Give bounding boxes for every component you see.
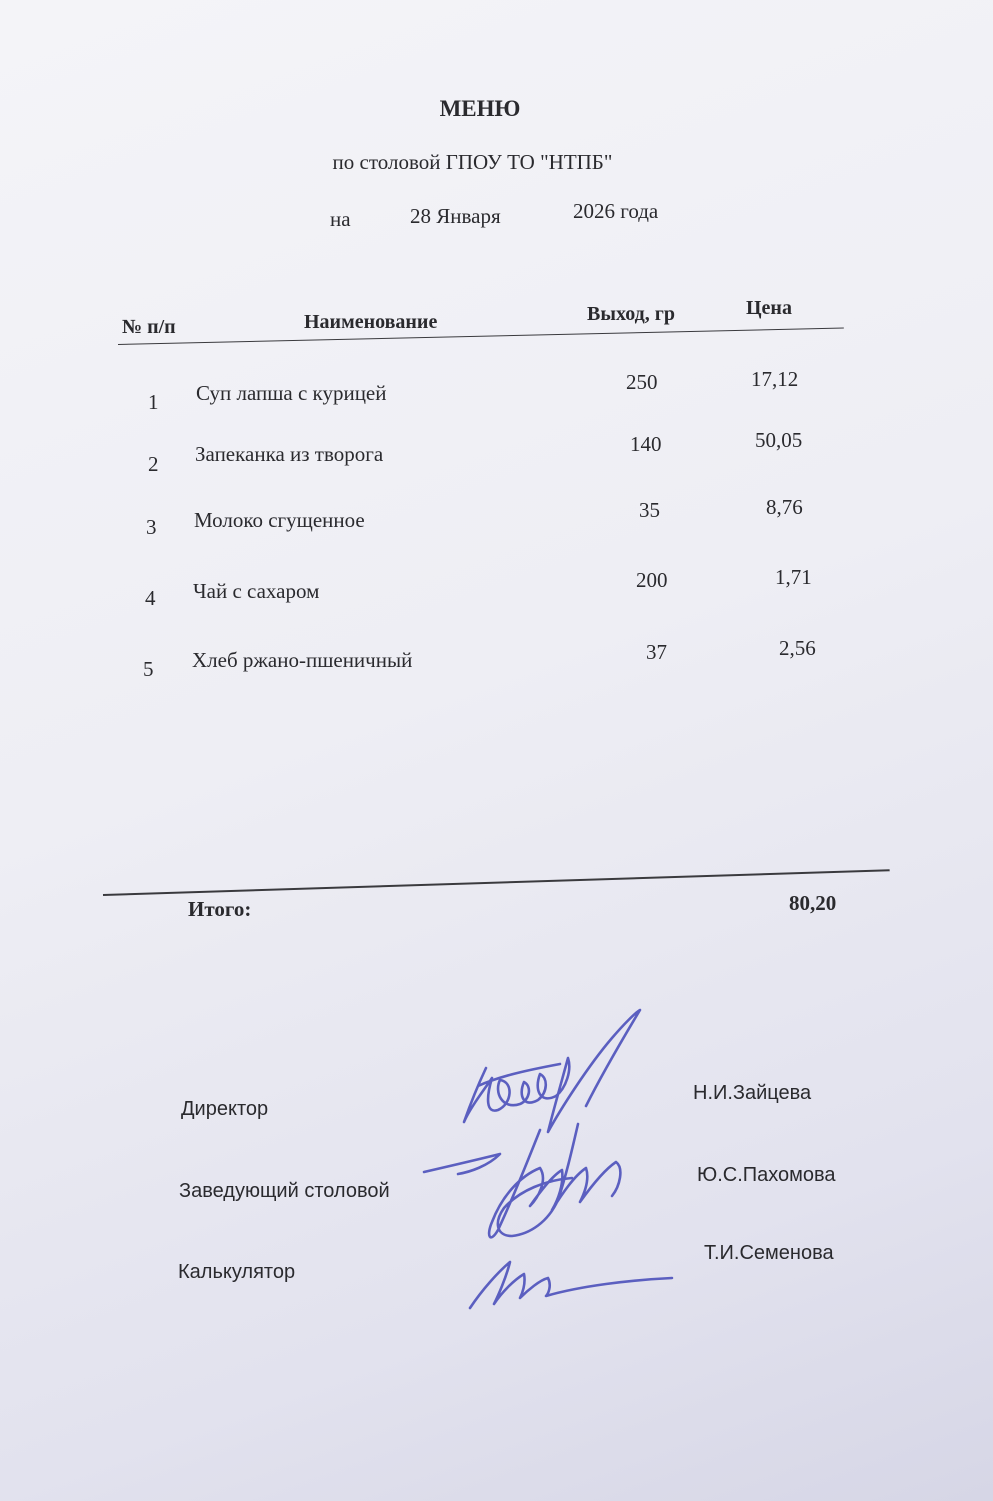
- date-year: 2026 года: [573, 199, 659, 223]
- row-4-yield: 200: [636, 568, 668, 592]
- row-5-yield: 37: [646, 640, 667, 664]
- row-2-number: 2: [148, 452, 159, 476]
- row-2-yield: 140: [630, 432, 662, 456]
- date-prefix: на: [330, 207, 351, 231]
- document-subtitle: по столовой ГПОУ ТО "НТПБ": [332, 150, 613, 174]
- row-4-name: Чай с сахаром: [193, 579, 320, 603]
- row-1-name: Суп лапша с курицей: [196, 381, 387, 405]
- signature-director: [464, 1010, 640, 1132]
- signatory-role-director: Директор: [181, 1098, 269, 1120]
- signatory-role-canteen-head: Заведующий столовой: [179, 1180, 390, 1202]
- row-1-price: 17,12: [751, 367, 799, 391]
- row-1-yield: 250: [626, 370, 658, 394]
- row-2-price: 50,05: [755, 428, 803, 452]
- total-label: Итого:: [188, 897, 252, 921]
- signatory-name-calculator: Т.И.Семенова: [704, 1242, 834, 1264]
- header-yield: Выход, гр: [587, 303, 675, 325]
- header-number: № п/п: [122, 316, 176, 338]
- row-1-number: 1: [148, 390, 159, 414]
- row-3-price: 8,76: [766, 495, 803, 519]
- header-price: Цена: [746, 297, 792, 319]
- row-4-price: 1,71: [775, 565, 812, 589]
- row-5-name: Хлеб ржано-пшеничный: [192, 648, 413, 672]
- row-4-number: 4: [145, 586, 156, 610]
- date-day: 28 Января: [410, 204, 501, 228]
- signatory-name-director: Н.И.Зайцева: [693, 1082, 812, 1104]
- signatory-name-canteen-head: Ю.С.Пахомова: [697, 1164, 836, 1186]
- signatory-role-calculator: Калькулятор: [178, 1261, 296, 1283]
- row-3-yield: 35: [639, 498, 660, 522]
- row-3-number: 3: [146, 515, 157, 539]
- signature-canteen-head: [424, 1124, 620, 1237]
- row-3-name: Молоко сгущенное: [194, 508, 365, 532]
- row-5-price: 2,56: [779, 636, 816, 660]
- total-value: 80,20: [789, 891, 837, 915]
- header-name: Наименование: [304, 311, 438, 333]
- document-title: МЕНЮ: [439, 96, 521, 121]
- row-2-name: Запеканка из творога: [195, 442, 384, 466]
- row-5-number: 5: [143, 657, 154, 681]
- signature-calculator: [470, 1262, 672, 1308]
